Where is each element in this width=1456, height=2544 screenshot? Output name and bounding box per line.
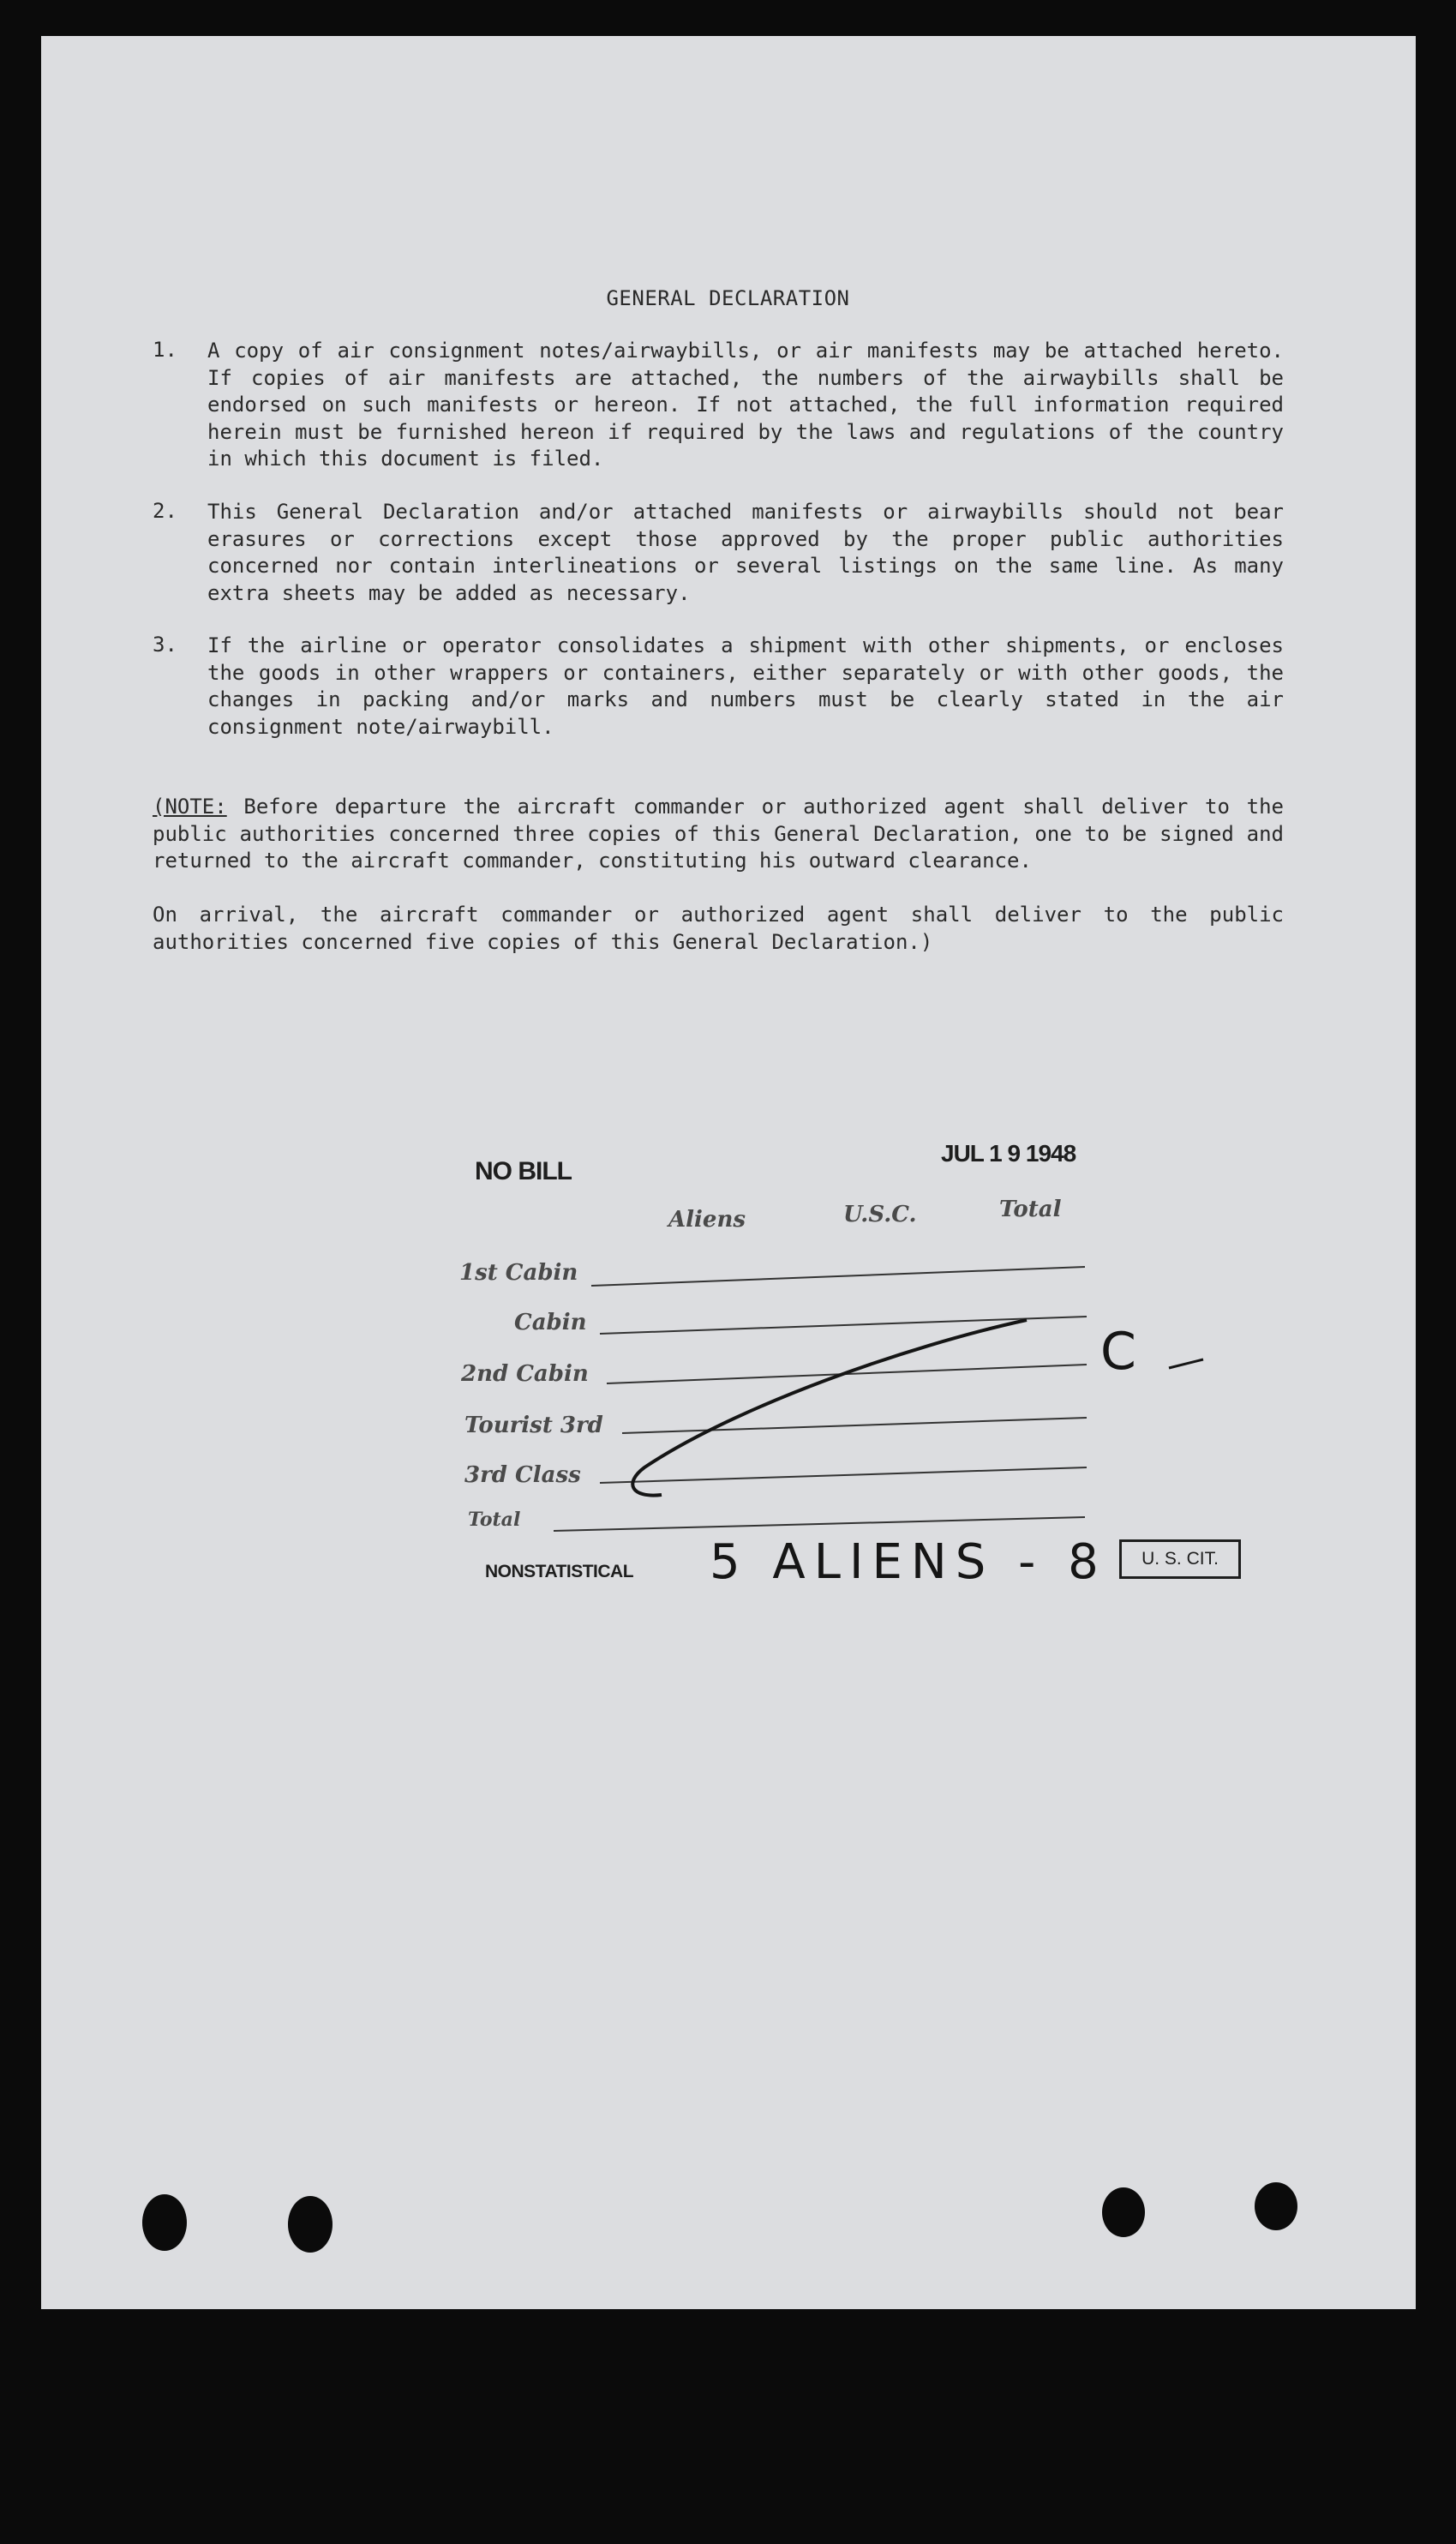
item-number: 1. [153, 338, 177, 362]
no-bill-stamp: NO BILL [475, 1157, 572, 1185]
column-header-usc: U.S.C. [843, 1202, 917, 1227]
us-citizen-stamp: U. S. CIT. [1119, 1539, 1241, 1579]
row-line-1st-cabin [591, 1267, 1085, 1286]
item-number: 3. [153, 633, 177, 657]
punch-hole [288, 2196, 333, 2253]
row-label-total: Total [468, 1509, 521, 1531]
handwritten-c-tail [1169, 1359, 1203, 1368]
row-line-cabin [600, 1317, 1087, 1334]
row-label-tourist-3rd: Tourist 3rd [464, 1413, 603, 1438]
item-text: A copy of air consignment notes/airwaybills, or air manifests may be attached hereto. If copies of air manifests are attached, the numbers of the airwaybills shall be endorsed on such manifests or hereon. If not attached, the full information required herein must be furnished hereon if required by the laws and regulations of the country in which this document is filed. [207, 339, 1284, 471]
punch-hole [1102, 2187, 1145, 2237]
row-line-total [554, 1517, 1085, 1531]
note-text: Before departure the aircraft commander or authorized agent shall deliver to the public authorities concerned three copies of this General Declaration, one to be signed and returned to the aircraft commander, constituting his outward clearance. [153, 795, 1284, 873]
nonstatistical-stamp: NONSTATISTICAL [485, 1562, 634, 1581]
column-header-aliens: Aliens [668, 1207, 746, 1233]
item-text: If the airline or operator consolidates a shipment with other shipments, or encloses the goods in other wrappers or containers, either separately or with other goods, the changes in packing and/or marks and numbers must be clearly stated in the air consignment note/airwaybill. [207, 633, 1284, 739]
handwritten-slash-mark [632, 1320, 1027, 1496]
row-label-cabin: Cabin [514, 1310, 587, 1335]
row-label-1st-cabin: 1st Cabin [459, 1260, 578, 1286]
row-label-3rd-class: 3rd Class [464, 1462, 581, 1488]
handwritten-aliens-note: 5 ALIENS - 8 [710, 1534, 1107, 1590]
column-header-total: Total [999, 1197, 1062, 1222]
handwritten-c-mark: C [1100, 1322, 1145, 1382]
document-title: GENERAL DECLARATION [606, 286, 850, 310]
arrival-paragraph: On arrival, the aircraft commander or authorized agent shall deliver to the public authorities concerned five copies of this General Declaration.) [153, 903, 1284, 954]
row-line-tourist-3rd [622, 1418, 1087, 1433]
note-lead: (NOTE: [153, 795, 227, 819]
row-line-3rd-class [600, 1467, 1087, 1483]
punch-hole [142, 2194, 187, 2251]
row-label-2nd-cabin: 2nd Cabin [461, 1361, 589, 1387]
item-text: This General Declaration and/or attached manifests or airwaybills should not bear erasures or corrections except those approved by the proper public authorities concerned nor contain interlineations or several listings on the same line. As many extra sheets may be added as necessary. [207, 500, 1284, 605]
date-stamp: JUL 1 9 1948 [941, 1140, 1076, 1167]
punch-hole [1255, 2182, 1297, 2230]
item-number: 2. [153, 499, 177, 523]
